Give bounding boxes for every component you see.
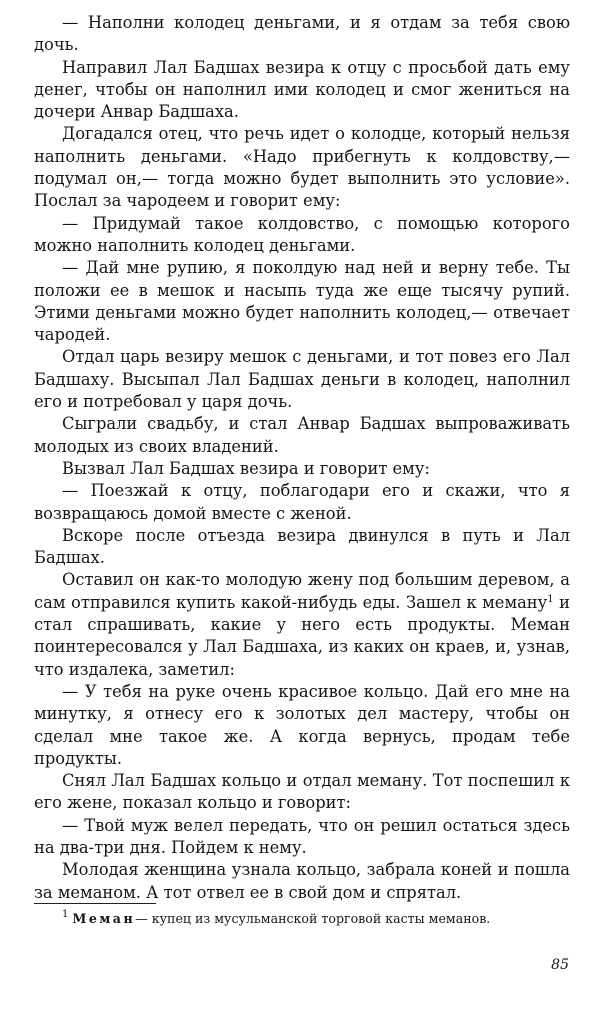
paragraph-with-footnote-ref: [34, 569, 570, 680]
paragraph: Направил Лал Бадшах везира к отцу с просьбой дать ему денег, чтобы он наполнил ими колодец и смог жениться на дочери Анвар Бадшаха.: [34, 57, 570, 122]
paragraph: — Дай мне рупию, я поколдую над ней и верну тебе. Ты положи ее в мешок и насыпь туда же еще тысячу рупий. Этими деньгами можно будет наполнить колодец,— отвечает чародей.: [34, 258, 570, 345]
paragraph-text-after: и стал спрашивать, какие у него есть продукты. Меман поинтересовался у Лал Бадшаха, из каких он краев, и, узнав, что издалека, заметил:: [34, 592, 570, 679]
footnote-text: — купец из мусульманской торговой касты меманов.: [135, 911, 491, 926]
paragraph: Вскоре после отъезда везира двинулся в путь и Лал Бадшах.: [34, 525, 570, 568]
paragraph: — У тебя на руке очень красивое кольцо. Дай его мне на минутку, я отнесу его к золотых дел мастеру, чтобы он сделал мне такое же. А когда вернусь, продам тебе продукты.: [34, 681, 570, 768]
footnote-reference: 1: [547, 593, 554, 605]
paragraph: — Наполни колодец деньгами, и я отдам за тебя свою дочь.: [34, 13, 570, 55]
paragraph: Отдал царь везиру мешок с деньгами, и тот повез его Лал Бадшаху. Высыпал Лал Бадшах деньги в колодец, наполнил его и потребовал у царя дочь.: [34, 347, 570, 412]
paragraph-text-before: Оставил он как-то молодую жену под большим деревом, а сам отправился купить какой-нибудь еды. Зашел к меману: [34, 570, 570, 612]
footnote-term: Меман: [72, 911, 136, 926]
paragraph: Молодая женщина узнала кольцо, забрала коней и пошла за меманом. А тот отвел ее в свой дом и спрятал.: [34, 860, 570, 902]
paragraph: Вызвал Лал Бадшах везира и говорит ему:: [62, 458, 430, 478]
footnote-marker: 1: [62, 909, 69, 920]
paragraph: Догадался отец, что речь идет о колодце, который нельзя наполнить деньгами. «Надо прибегнуть к колдовству,— подумал он,— тогда можно будет выполнить это условие». Послал за чародеем и говорит ему:: [34, 124, 570, 211]
footnote: [34, 909, 570, 928]
paragraph: Сыграли свадьбу, и стал Анвар Бадшах выпроваживать молодых из своих владений.: [34, 414, 570, 456]
paragraph: Снял Лал Бадшах кольцо и отдал меману. Тот поспешил к его жене, показал кольцо и говорит:: [34, 771, 570, 813]
paragraph: — Поезжай к отцу, поблагодари его и скажи, что я возвращаюсь домой вместе с женой.: [34, 481, 570, 523]
page-number: 85: [551, 957, 569, 973]
main-text: [34, 12, 570, 904]
footnote-divider: [34, 903, 156, 904]
paragraph: — Придумай такое колдовство, с помощью которого можно наполнить колодец деньгами.: [34, 213, 570, 255]
paragraph: — Твой муж велел передать, что он решил остаться здесь на два-три дня. Пойдем к нему.: [34, 815, 570, 857]
